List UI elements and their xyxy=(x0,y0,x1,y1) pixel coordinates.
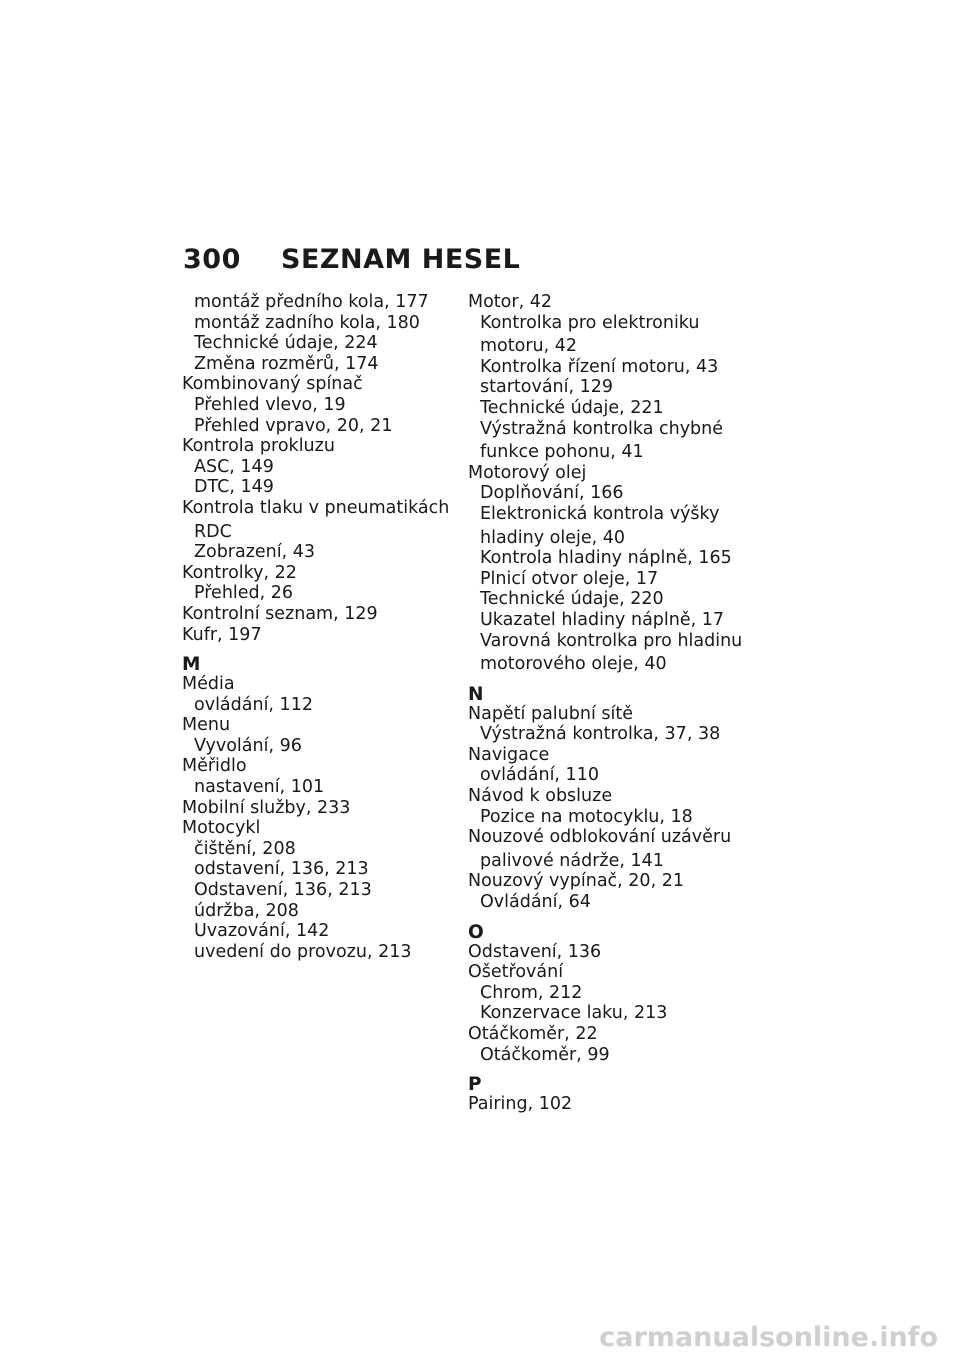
index-entry: Nouzový vypínač, 20, 21 xyxy=(468,871,684,892)
index-entry: Motocykl xyxy=(182,818,261,839)
index-subentry: Kontrola hladiny náplně, 165 xyxy=(480,548,732,569)
watermark: carmanualsonline.info xyxy=(599,1322,938,1353)
index-subentry: údržba, 208 xyxy=(194,900,299,921)
index-subentry: Technické údaje, 220 xyxy=(480,589,664,610)
index-subentry: startování, 129 xyxy=(480,377,614,398)
index-subentry: motorového oleje, 40 xyxy=(480,654,667,675)
index-entry: Napětí palubní sítě xyxy=(468,703,633,724)
index-subentry: Ukazatel hladiny náplně, 17 xyxy=(480,609,725,630)
index-entry: Kontrola prokluzu xyxy=(182,436,335,457)
index-letter-heading: N xyxy=(468,683,484,705)
index-subentry: Kontrolka řízení motoru, 43 xyxy=(480,356,719,377)
index-subentry: ovládání, 112 xyxy=(194,694,313,715)
index-entry: Navigace xyxy=(468,744,550,765)
index-subentry: Uvazování, 142 xyxy=(194,921,330,942)
index-subentry: DTC, 149 xyxy=(194,477,274,498)
index-subentry: Ovládání, 64 xyxy=(480,892,591,913)
index-entry: Menu xyxy=(182,715,231,736)
index-subentry: motoru, 42 xyxy=(480,336,578,357)
index-subentry: Výstražná kontrolka chybné xyxy=(480,418,724,439)
index-entry: Kombinovaný spínač xyxy=(182,374,363,395)
index-letter-heading: O xyxy=(468,921,484,943)
page-header xyxy=(183,244,520,275)
index-entry: Návod k obsluze xyxy=(468,786,613,807)
page-number: 300 xyxy=(183,244,241,275)
index-subentry: Vyvolání, 96 xyxy=(194,735,302,756)
index-subentry: Přehled vlevo, 19 xyxy=(194,394,346,415)
index-subentry: Odstavení, 136, 213 xyxy=(194,880,372,901)
index-letter-heading: P xyxy=(468,1074,482,1096)
index-entry: Kufr, 197 xyxy=(182,624,262,645)
index-entry: Motor, 42 xyxy=(468,292,552,312)
index-subentry: funkce pohonu, 41 xyxy=(480,442,644,463)
index-subentry: Výstražná kontrolka, 37, 38 xyxy=(480,724,721,745)
index-entry: Ošetřování xyxy=(468,962,564,983)
index-entry: Otáčkoměr, 22 xyxy=(468,1024,598,1044)
index-subentry: Přehled vpravo, 20, 21 xyxy=(194,415,393,436)
index-entry: Nouzové odblokování uzávěru xyxy=(468,827,732,848)
index-subentry: Doplňování, 166 xyxy=(480,483,624,504)
index-subentry: Pozice na motocyklu, 18 xyxy=(480,806,693,827)
index-entry: Mobilní služby, 233 xyxy=(182,797,351,818)
index-subentry: montáž předního kola, 177 xyxy=(194,292,429,312)
index-entry: Motorový olej xyxy=(468,462,587,483)
index-subentry: Plnicí otvor oleje, 17 xyxy=(480,568,659,589)
index-subentry: Otáčkoměr, 99 xyxy=(480,1044,610,1065)
index-subentry: nastavení, 101 xyxy=(194,777,325,798)
index-subentry: Chrom, 212 xyxy=(480,982,583,1003)
index-subentry: Zobrazení, 43 xyxy=(194,542,316,563)
index-subentry: Technické údaje, 221 xyxy=(480,397,664,418)
index-subentry: Technické údaje, 224 xyxy=(194,333,378,354)
index-column-left xyxy=(182,292,467,962)
index-subentry: hladiny oleje, 40 xyxy=(480,527,626,548)
index-entry: Odstavení, 136 xyxy=(468,941,602,962)
index-column-right xyxy=(468,292,753,1115)
index-subentry: ASC, 149 xyxy=(194,456,274,477)
index-subentry: Konzervace laku, 213 xyxy=(480,1003,668,1024)
index-subentry: montáž zadního kola, 180 xyxy=(194,312,420,333)
index-subentry: uvedení do provozu, 213 xyxy=(194,941,412,962)
index-entry: Měřidlo xyxy=(182,756,247,777)
index-subentry: Kontrolka pro elektroniku xyxy=(480,312,700,333)
index-subentry: Změna rozměrů, 174 xyxy=(194,353,379,374)
index-entry: Média xyxy=(182,674,235,695)
page-title: SEZNAM HESEL xyxy=(281,244,521,275)
index-subentry: odstavení, 136, 213 xyxy=(194,859,369,880)
index-subentry: Elektronická kontrola výšky xyxy=(480,503,720,524)
index-entry: Kontrola tlaku v pneumatikách xyxy=(182,497,450,518)
index-subentry: Varovná kontrolka pro hladinu xyxy=(480,630,743,651)
index-entry: Kontrolní seznam, 129 xyxy=(182,603,378,624)
index-letter-heading: M xyxy=(182,654,201,676)
index-entry: Kontrolky, 22 xyxy=(182,562,297,583)
index-entry: Pairing, 102 xyxy=(468,1094,573,1115)
index-subentry: palivové nádrže, 141 xyxy=(480,850,664,871)
index-subentry: čištění, 208 xyxy=(194,838,296,859)
index-subentry: RDC xyxy=(194,521,232,542)
index-subentry: ovládání, 110 xyxy=(480,765,599,786)
index-subentry: Přehled, 26 xyxy=(194,583,294,604)
